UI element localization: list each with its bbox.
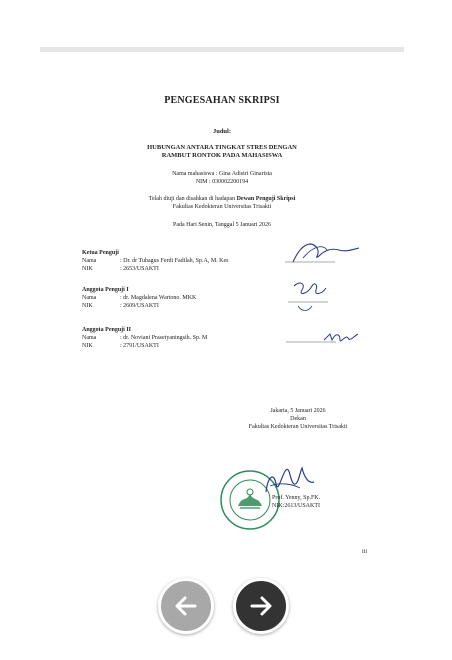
exam-date: Pada Hari Senin, Tanggal 5 Januari 2026: [173, 222, 271, 228]
next-page-button[interactable]: [233, 578, 289, 634]
student-info: [40, 170, 404, 186]
closing-faculty: Fakultas Kedokteran Universitas Trisakti: [248, 424, 348, 430]
nama-label: Nama: [82, 295, 97, 301]
page-title: PENGESAHAN SKRIPSI: [164, 95, 280, 106]
nik-label: NIK: [82, 303, 93, 309]
nik-label: NIK: [82, 343, 93, 349]
dean-nik: NIK:2613/USAKTI: [272, 503, 320, 509]
examiner-nik: : 2791/USAKTI: [120, 343, 159, 349]
thesis-title: [40, 144, 404, 160]
student-name: Nama mahasiswa : Gina Adistri Ginarista: [172, 171, 272, 177]
examiner-member-1: [82, 286, 196, 310]
arrow-right-icon: [246, 591, 276, 621]
closing-place-date: Jakarta, 5 Januari 2026: [270, 408, 326, 414]
examiner-role: Anggota Penguji II: [82, 327, 132, 333]
student-nim: NIM : 030002200194: [195, 179, 249, 185]
examiner-name: : dr. Noviani Prasetyaningsih. Sp. M: [120, 335, 208, 341]
thesis-title-line-1: HUBUNGAN ANTARA TINGKAT STRES DENGAN: [147, 144, 297, 151]
thesis-title-line-2: RAMBUT RONTOK PADA MAHASISWA: [161, 152, 283, 159]
nik-label: NIK: [82, 266, 93, 272]
examiner-chair: [82, 249, 229, 273]
page-number: iii: [362, 549, 368, 555]
examiner-name: : Dr. dr Tubagus Ferdi Fadilah, Sp.A, M. Kes: [120, 258, 229, 264]
signature-member-1: [286, 276, 334, 316]
closing-title: Dekan: [290, 416, 306, 422]
approval-prefix: Telah diuji dan disahkan di hadapan: [148, 196, 237, 202]
signature-chair: [283, 236, 363, 270]
previous-page-button[interactable]: [158, 578, 214, 634]
dean-name: Prof. Yenny, Sp.FK.: [272, 495, 321, 501]
examiner-nik: : 2653/USAKTI: [120, 266, 159, 272]
examiner-name: : dr. Magdalena Wartono. MKK: [120, 295, 197, 301]
examiner-role: Ketua Penguji: [82, 250, 119, 256]
dean-info: [272, 494, 320, 510]
examiner-role: Anggota Penguji I: [82, 287, 129, 293]
nama-label: Nama: [82, 335, 97, 341]
approval-board: Dewan Penguji Skripsi: [236, 196, 296, 202]
document-page: [40, 52, 404, 572]
closing-block: [228, 407, 368, 431]
judul-label: Judul:: [212, 128, 232, 135]
signature-member-2: [284, 328, 364, 348]
arrow-left-icon: [171, 591, 201, 621]
examiner-member-2: [82, 326, 207, 350]
approval-statement: [40, 195, 404, 211]
nama-label: Nama: [82, 258, 97, 264]
examiner-nik: : 2609/USAKTI: [120, 303, 159, 309]
approval-faculty: Fakultas Kedokteran Universitas Trisakti: [172, 204, 272, 210]
